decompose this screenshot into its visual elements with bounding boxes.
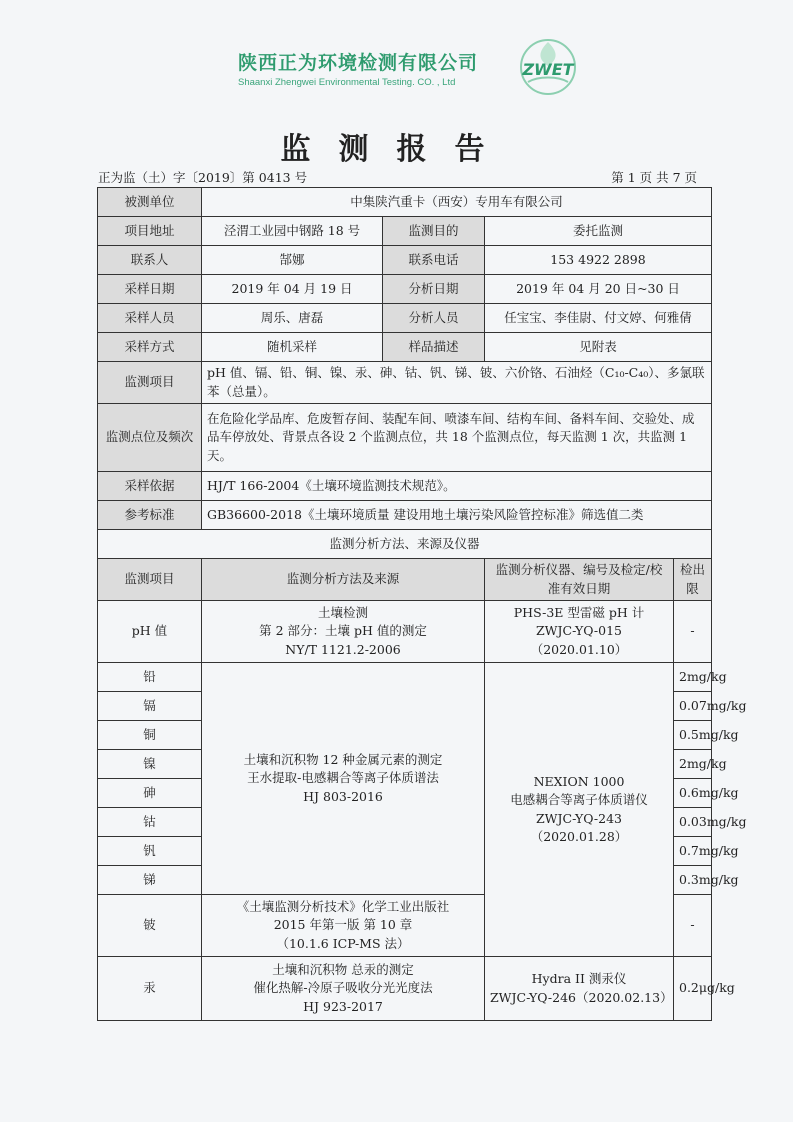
ph-limit: - <box>674 601 712 663</box>
ph-method <box>202 601 485 663</box>
ph-instrument <box>485 601 674 663</box>
be-method <box>202 895 485 957</box>
metal-item: 镍 <box>98 750 202 779</box>
instrument-line: PHS-3E 型雷磁 pH 计 <box>513 605 645 621</box>
col-header-limit: 检出限 <box>674 559 712 601</box>
logo-text: ZWET <box>522 60 574 79</box>
metal-limit: 0.03mg/kg <box>674 808 712 837</box>
company-name-en: Shaanxi Zhengwei Environmental Testing. CO. , Ltd <box>238 77 456 88</box>
instrument-line: NEXION 1000 <box>533 774 625 790</box>
col-header-method: 监测分析方法及来源 <box>202 559 485 601</box>
analysis-date-label: 分析日期 <box>383 275 485 304</box>
metal-item: 铜 <box>98 721 202 750</box>
method-line: HJ 803-2016 <box>303 788 383 804</box>
col-header-instrument: 监测分析仪器、编号及检定/校准有效日期 <box>485 559 674 601</box>
methods-section-title: 监测分析方法、来源及仪器 <box>98 530 712 559</box>
method-line: HJ 923-2017 <box>303 998 383 1014</box>
col-header-item: 监测项目 <box>98 559 202 601</box>
contact-label: 联系人 <box>98 246 202 275</box>
items-label: 监测项目 <box>98 362 202 404</box>
instrument-line: Hydra II 测汞仪 <box>531 971 627 987</box>
method-line: 催化热解-冷原子吸收分光光度法 <box>253 980 433 996</box>
metal-limit: 0.7mg/kg <box>674 837 712 866</box>
points-label: 监测点位及频次 <box>98 404 202 472</box>
page-title: 监测报告 <box>280 132 513 167</box>
basis-label: 采样依据 <box>98 472 202 501</box>
method-line: 土壤检测 <box>317 605 368 621</box>
purpose-label: 监测目的 <box>383 217 485 246</box>
method-line: （10.1.6 ICP-MS 法） <box>276 935 410 951</box>
hg-item: 汞 <box>98 957 202 1021</box>
letterhead <box>0 30 793 100</box>
metal-limit: 0.07mg/kg <box>674 692 712 721</box>
phone-label: 联系电话 <box>383 246 485 275</box>
ph-item: pH 值 <box>98 601 202 663</box>
standard-label: 参考标准 <box>98 501 202 530</box>
instrument-line: （2020.01.10） <box>530 641 628 657</box>
metals-instrument <box>485 663 674 957</box>
items-value: pH 值、镉、铅、铜、镍、汞、砷、钴、钒、锑、铍、六价铬、石油烃（C₁₀-C₄₀）、多氯联苯（总量）。 <box>202 362 712 404</box>
instrument-line: ZWJC-YQ-015 <box>536 623 622 639</box>
phone-value: 153 4922 2898 <box>485 246 712 275</box>
be-item: 铍 <box>98 895 202 957</box>
client-label: 被测单位 <box>98 188 202 217</box>
address-label: 项目地址 <box>98 217 202 246</box>
method-label: 采样方式 <box>98 333 202 362</box>
analyst-label: 分析人员 <box>383 304 485 333</box>
instrument-line: （2020.01.28） <box>530 828 628 844</box>
be-limit: - <box>674 895 712 957</box>
method-line: 2015 年第一版 第 10 章 <box>273 917 413 933</box>
metal-limit: 0.3mg/kg <box>674 866 712 895</box>
purpose-value: 委托监测 <box>485 217 712 246</box>
method-line: 《土壤监测分析技术》化学工业出版社 <box>236 899 450 915</box>
instrument-line: ZWJC-YQ-246（2020.02.13） <box>490 989 673 1005</box>
metal-item: 锑 <box>98 866 202 895</box>
metal-limit: 2mg/kg <box>674 663 712 692</box>
sample-date-value: 2019 年 04 月 19 日 <box>202 275 383 304</box>
report-table <box>97 187 747 1021</box>
metal-limit: 2mg/kg <box>674 750 712 779</box>
hg-method <box>202 957 485 1021</box>
metal-limit: 0.5mg/kg <box>674 721 712 750</box>
analysis-date-value: 2019 年 04 月 20 日~30 日 <box>485 275 712 304</box>
method-line: NY/T 1121.2-2006 <box>285 641 401 657</box>
instrument-line: ZWJC-YQ-243 <box>536 810 622 826</box>
client-value: 中集陕汽重卡（西安）专用车有限公司 <box>202 188 712 217</box>
hg-instrument <box>485 957 674 1021</box>
metal-item: 钴 <box>98 808 202 837</box>
method-line: 王水提取-电感耦合等离子体质谱法 <box>247 770 439 786</box>
method-line: 土壤和沉积物 12 种金属元素的测定 <box>243 752 443 768</box>
analyst-value: 任宝宝、李佳尉、付文婷、何雅倩 <box>485 304 712 333</box>
desc-label: 样品描述 <box>383 333 485 362</box>
metal-limit: 0.6mg/kg <box>674 779 712 808</box>
sampler-label: 采样人员 <box>98 304 202 333</box>
hg-limit: 0.2μg/kg <box>674 957 712 1021</box>
contact-value: 郜娜 <box>202 246 383 275</box>
method-line: 第 2 部分：土壤 pH 值的测定 <box>259 623 427 639</box>
metals-method <box>202 663 485 895</box>
metal-item: 砷 <box>98 779 202 808</box>
points-value: 在危险化学品库、危废暂存间、装配车间、喷漆车间、结构车间、备料车间、交验处、成品车停放处、背景点各设 2 个监测点位，共 18 个监测点位，每天监测 1 次，共监测 1 天。 <box>202 404 712 472</box>
method-value: 随机采样 <box>202 333 383 362</box>
sample-date-label: 采样日期 <box>98 275 202 304</box>
metal-item: 铅 <box>98 663 202 692</box>
basis-value: HJ/T 166-2004《土壤环境监测技术规范》。 <box>202 472 712 501</box>
standard-value: GB36600-2018《土壤环境质量 建设用地土壤污染风险管控标准》筛选值二类 <box>202 501 712 530</box>
method-line: 土壤和沉积物 总汞的测定 <box>272 962 414 978</box>
metal-item: 镉 <box>98 692 202 721</box>
company-name-cn: 陕西正为环境检测有限公司 <box>238 52 479 74</box>
instrument-line: 电感耦合等离子体质谱仪 <box>510 792 648 808</box>
page-number: 第 1 页 共 7 页 <box>611 170 697 185</box>
address-value: 泾渭工业园中钢路 18 号 <box>202 217 383 246</box>
report-number: 正为监（土）字〔2019〕第 0413 号 <box>98 170 308 185</box>
desc-value: 见附表 <box>485 333 712 362</box>
metal-item: 钒 <box>98 837 202 866</box>
sampler-value: 周乐、唐磊 <box>202 304 383 333</box>
